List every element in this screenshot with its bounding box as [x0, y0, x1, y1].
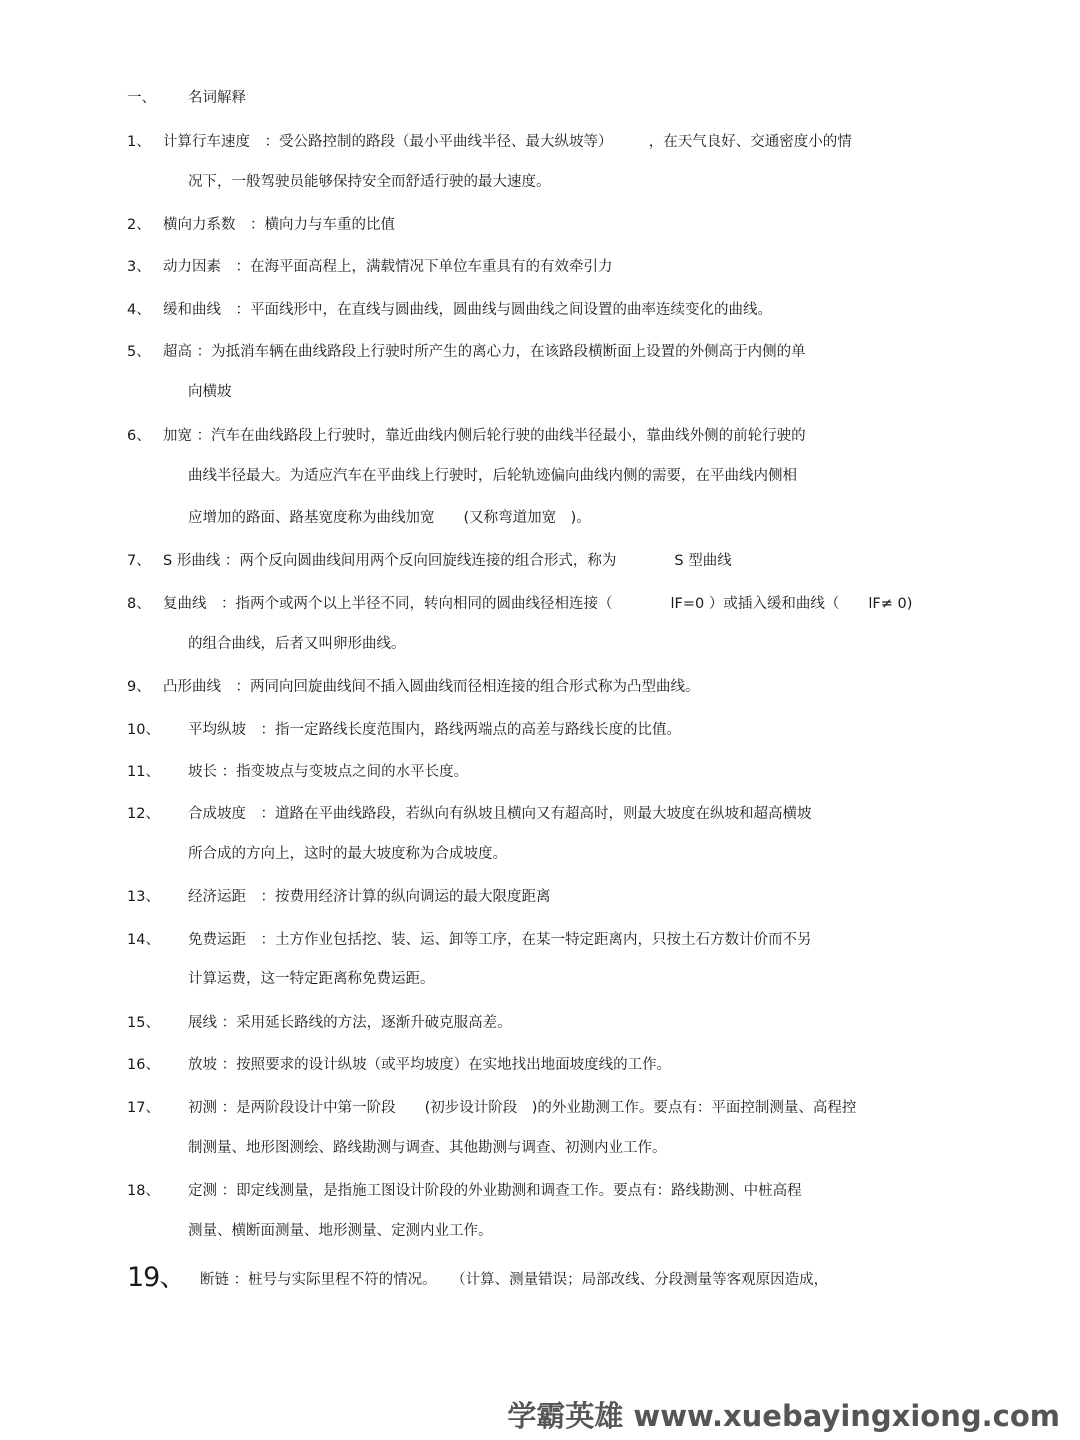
- item-number: 11、: [127, 764, 160, 780]
- item-text-line: 坡长 ：指变坡点与变坡点之间的水平长度。: [188, 764, 469, 780]
- section-number: 一、: [127, 90, 156, 106]
- item-text-line: 合成坡度 ：道路在平曲线路段，若纵向有纵坡且横向又有超高时，则最大坡度在纵坡和超高横坡: [188, 806, 812, 822]
- item-text-line: 制测量、地形图测绘、路线勘测与调查、其他勘测与调查、初测内业工作。: [188, 1140, 667, 1156]
- item-number: 19、: [127, 1262, 186, 1293]
- item-text-line: 横向力系数 ：横向力与车重的比值: [163, 217, 395, 233]
- item-text-line: 动力因素 ：在海平面高程上，满载情况下单位车重具有的有效牵引力: [163, 259, 613, 275]
- item-text-line: 加宽 ：汽车在曲线路段上行驶时，靠近曲线内侧后轮行驶的曲线半径最小，靠曲线外侧的前轮行驶的: [163, 428, 806, 444]
- item-number: 9、: [127, 679, 151, 695]
- item-number: 16、: [127, 1057, 160, 1073]
- item-text-line: 免费运距 ：土方作业包括挖、装、运、卸等工序，在某一特定距离内，只按土石方数计价而不另: [188, 932, 812, 948]
- item-number: 3、: [127, 259, 151, 275]
- item-text-line: 况下，一般驾驶员能够保持安全而舒适行驶的最大速度。: [188, 174, 551, 190]
- item-text-line: 计算行车速度 ：受公路控制的路段（最小平曲线半径、最大纵坡等） ，在天气良好、交通密度小的情: [163, 134, 852, 150]
- item-text-line: 应增加的路面、路基宽度称为曲线加宽 (又称弯道加宽 )。: [188, 510, 591, 526]
- item-number: 10、: [127, 722, 160, 738]
- item-number: 8、: [127, 596, 151, 612]
- item-text-line: S 形曲线 ：两个反向圆曲线间用两个反向回旋线连接的组合形式，称为 S 型曲线: [163, 553, 732, 569]
- item-number: 7、: [127, 553, 151, 569]
- item-number: 14、: [127, 932, 160, 948]
- item-number: 17、: [127, 1100, 160, 1116]
- item-text-line: 凸形曲线 ：两同向回旋曲线间不插入圆曲线而径相连接的组合形式称为凸型曲线。: [163, 679, 700, 695]
- item-text-line: 向横坡: [188, 384, 232, 400]
- watermark: 学霸英雄 www.xuebayingxiong.com: [507, 1399, 1060, 1433]
- item-text-line: 平均纵坡 ：指一定路线长度范围内，路线两端点的高差与路线长度的比值。: [188, 722, 681, 738]
- item-number: 6、: [127, 428, 151, 444]
- item-number: 12、: [127, 806, 160, 822]
- item-text-line: 断链 ：桩号与实际里程不符的情况。 （计算、测量错误；局部改线、分段测量等客观原因造成，: [200, 1272, 829, 1288]
- section-title: 名词解释: [188, 90, 246, 106]
- item-text-line: 超高 ：为抵消车辆在曲线路段上行驶时所产生的离心力，在该路段横断面上设置的外侧高于内侧的单: [163, 344, 806, 360]
- item-text-line: 经济运距 ：按费用经济计算的纵向调运的最大限度距离: [188, 889, 551, 905]
- item-number: 13、: [127, 889, 160, 905]
- item-text-line: 展线 ：采用延长路线的方法，逐渐升破克服高差。: [188, 1015, 512, 1031]
- item-text-line: 初测 ：是两阶段设计中第一阶段 (初步设计阶段 )的外业勘测工作。要点有：平面控制测量、高程控: [188, 1100, 857, 1116]
- item-text-line: 定测 ：即定线测量，是指施工图设计阶段的外业勘测和调查工作。要点有：路线勘测、中桩高程: [188, 1183, 802, 1199]
- item-text-line: 的组合曲线，后者又叫卵形曲线。: [188, 636, 406, 652]
- item-text-line: 缓和曲线 ：平面线形中，在直线与圆曲线，圆曲线与圆曲线之间设置的曲率连续变化的曲线。: [163, 302, 772, 318]
- item-text-line: 计算运费，这一特定距离称免费运距。: [188, 971, 435, 987]
- item-number: 15、: [127, 1015, 160, 1031]
- item-number: 4、: [127, 302, 151, 318]
- item-number: 1、: [127, 134, 151, 150]
- item-number: 18、: [127, 1183, 160, 1199]
- item-text-line: 放坡 ：按照要求的设计纵坡（或平均坡度）在实地找出地面坡度线的工作。: [188, 1057, 672, 1073]
- item-text-line: 所合成的方向上，这时的最大坡度称为合成坡度。: [188, 846, 507, 862]
- item-text-line: 曲线半径最大。为适应汽车在平曲线上行驶时，后轮轨迹偏向曲线内侧的需要，在平曲线内侧相: [188, 468, 797, 484]
- item-text-line: 复曲线 ：指两个或两个以上半径不同，转向相同的圆曲线径相连接（ lF=0 ）或插入缓和曲线（ lF≠ 0): [163, 596, 913, 612]
- item-text-line: 测量、横断面测量、地形测量、定测内业工作。: [188, 1223, 493, 1239]
- item-number: 5、: [127, 344, 151, 360]
- item-number: 2、: [127, 217, 151, 233]
